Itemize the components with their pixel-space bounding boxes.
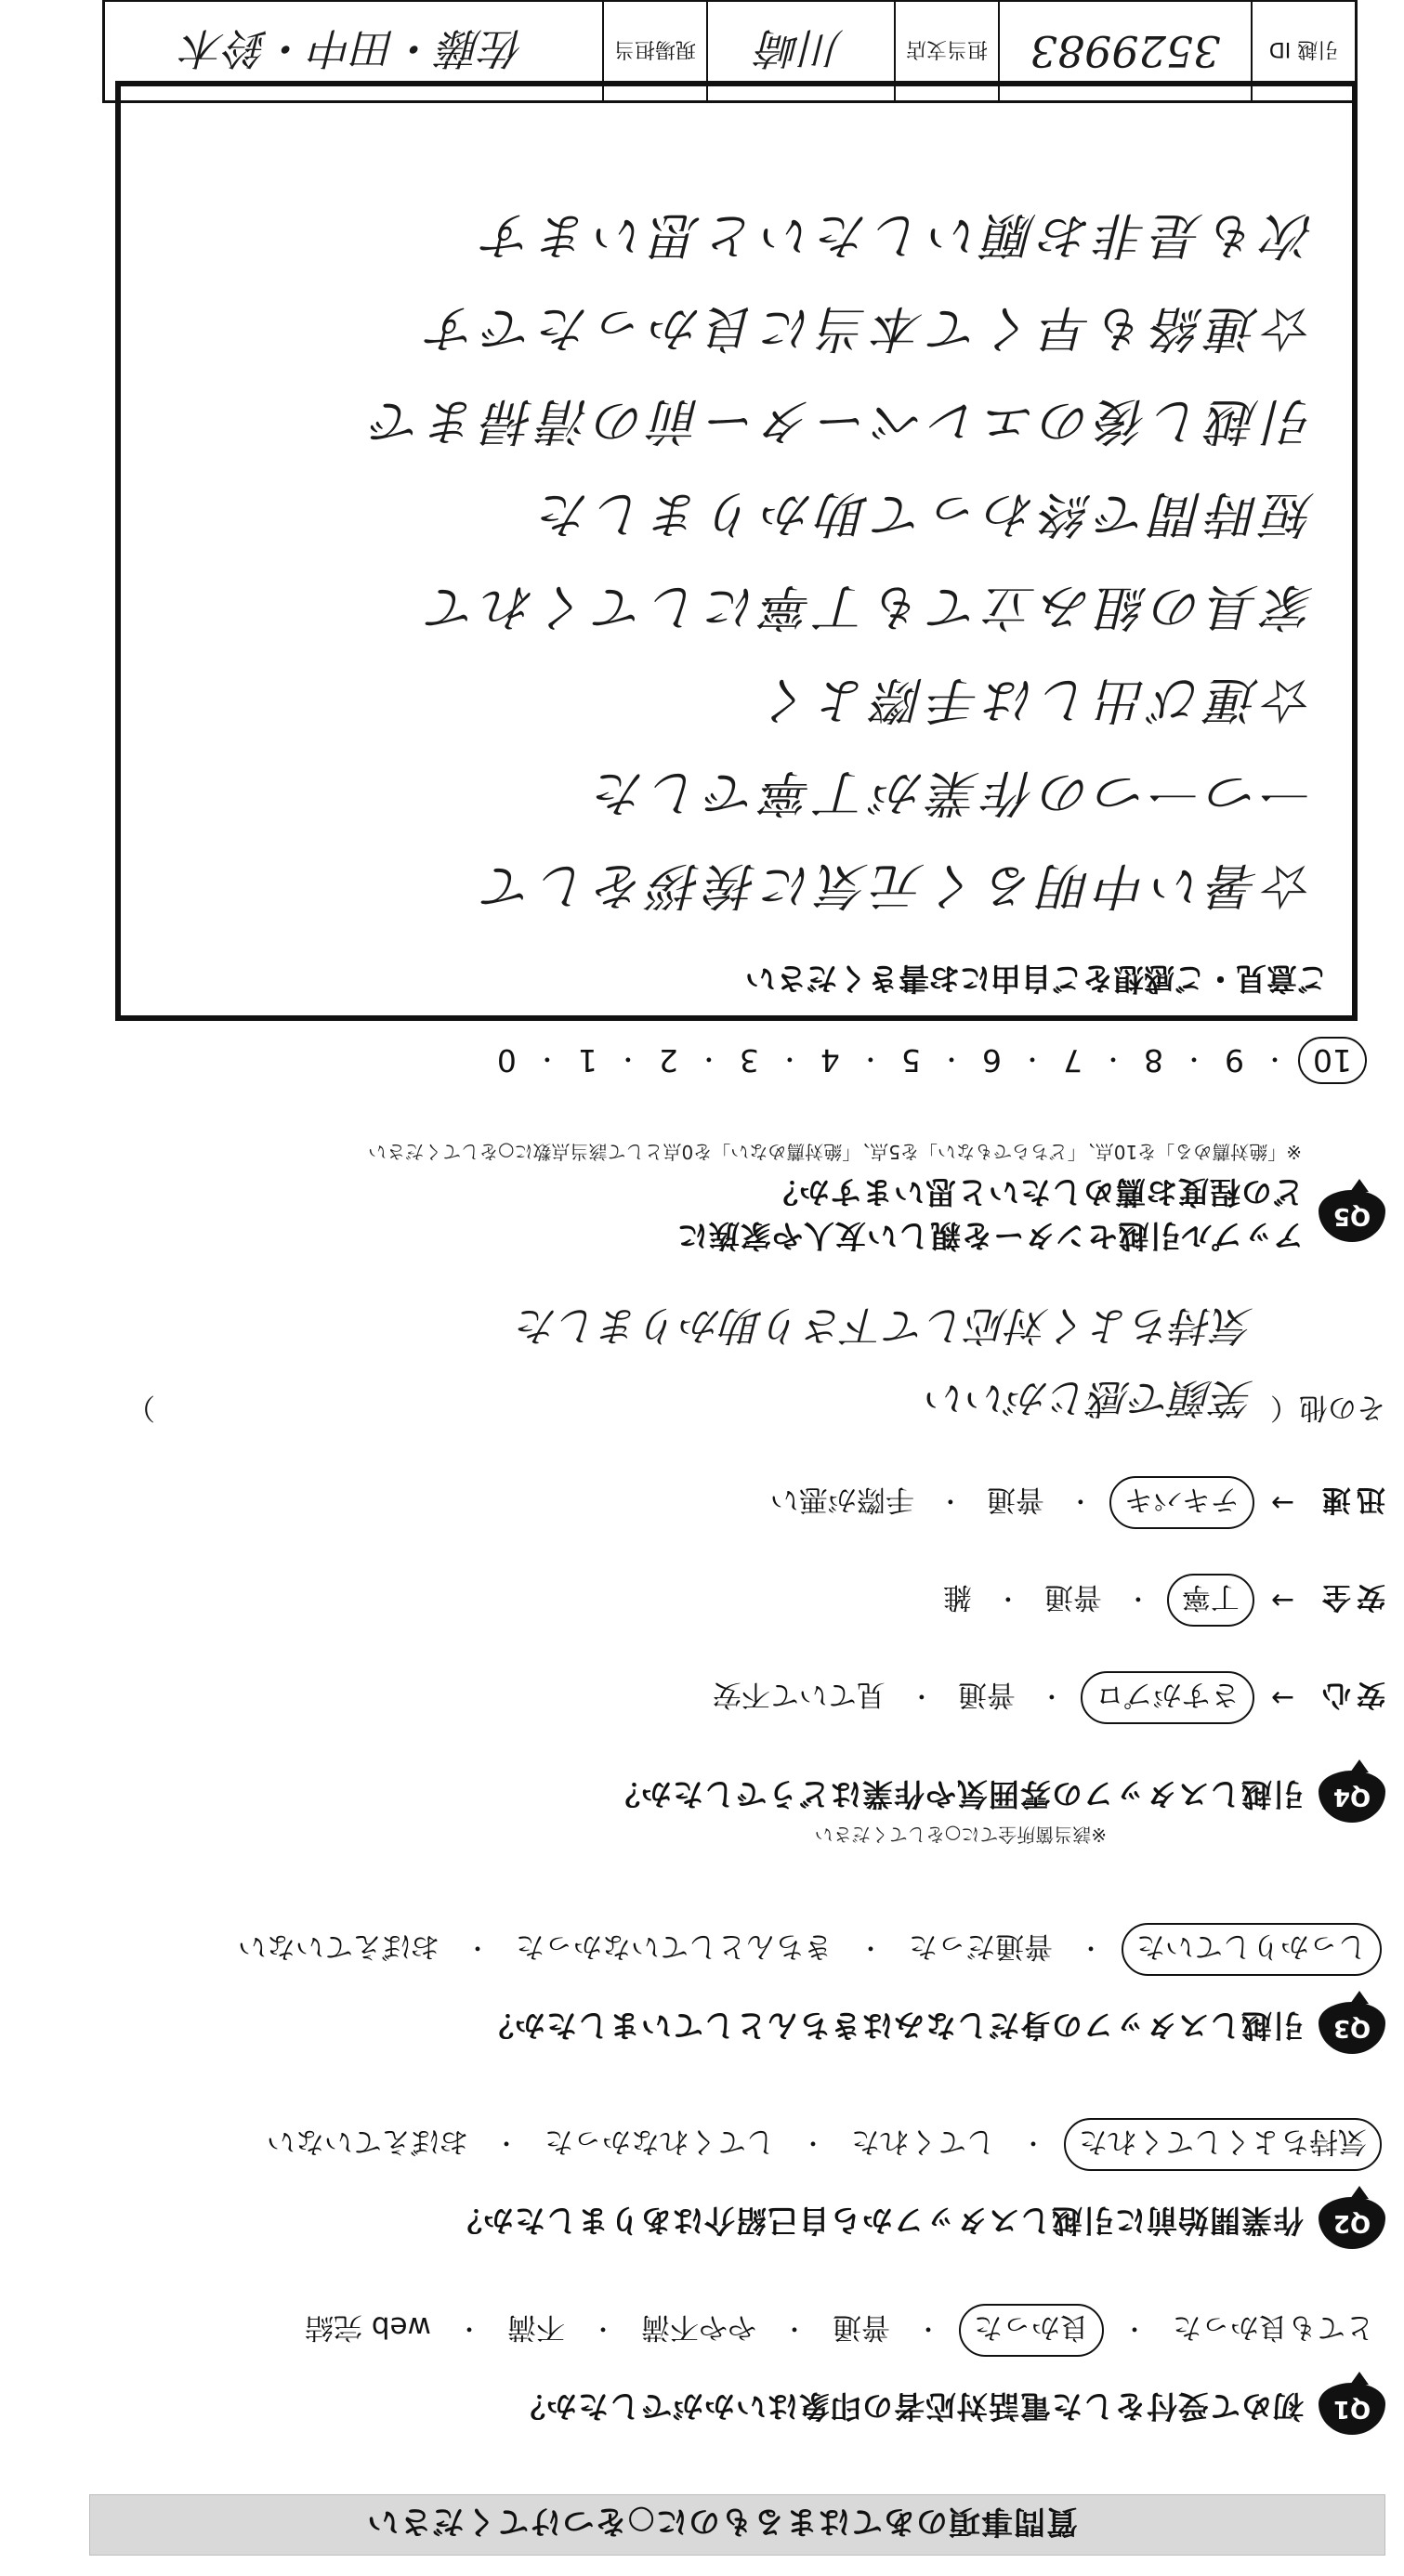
q5-score-4[interactable]: 4	[820, 1042, 840, 1079]
q4-anshin-option-2[interactable]: 普通	[957, 1678, 1016, 1711]
q4-anzen-option-2[interactable]: 普通	[1043, 1580, 1102, 1614]
q4-anshin-option-3[interactable]: 見ていて不安	[712, 1678, 886, 1711]
q2-option-1-selected[interactable]: 気持ちよくしてくれた	[1064, 2118, 1382, 2171]
comment-line: ☆運び出しは手際よく	[757, 671, 1315, 729]
q5-score-3[interactable]: 3	[739, 1042, 759, 1079]
question-1	[89, 2304, 1385, 2435]
question-2	[89, 2118, 1385, 2249]
leader-label: 現場担当	[602, 2, 706, 100]
id-label: 引越 ID	[1251, 2, 1355, 100]
comment-line: 一つ一つの作業が丁寧でした	[590, 764, 1315, 822]
instruction-banner: 質問事項のあてはまるものに○をつけてください	[89, 2494, 1385, 2556]
comment-handwritten	[149, 189, 1315, 932]
q4-jinsoku-option-3[interactable]: 手際が悪い	[769, 1483, 914, 1516]
q1-option-5[interactable]: 不満	[506, 2310, 565, 2344]
q4-jinsoku-option-1-selected[interactable]: テキパキ	[1109, 1476, 1254, 1529]
q2-option-4[interactable]: おぼえていない	[266, 2125, 468, 2158]
q4-row-jinsoku: 迅速 → テキパキ ・ 普通 ・ 手際が悪い	[89, 1476, 1385, 1529]
q4-anshin-option-1-selected[interactable]: さすがプロ	[1081, 1671, 1254, 1724]
q3-option-3[interactable]: きちんとしていなかった	[515, 1929, 833, 1963]
q5-scale: 10 ・ 9 ・ 8 ・ 7 ・ 6 ・ 5 ・ 4 ・ 3 ・ 2 ・ 1 ・ 0	[89, 1037, 1367, 1084]
q1-badge: Q1	[1319, 2383, 1385, 2435]
q5-note: ※「絶対薦める」を10点、「どちらでもない」を5点、「絶対薦めない」を0点として該当点数に○をしてください	[368, 1141, 1302, 1163]
survey-form	[89, 23, 1385, 2556]
arrow-icon: →	[1270, 1584, 1294, 1616]
question-4	[89, 1255, 1385, 1850]
comment-line: ☆暑い中明るく元気に挨拶をして	[479, 856, 1315, 915]
q4-other-label: その他（	[1270, 1391, 1385, 1424]
q5-score-6[interactable]: 6	[981, 1042, 1002, 1079]
q4-other-handwritten-1: 笑顔で感じがいい	[926, 1374, 1253, 1421]
q4-anzen-option-3[interactable]: 雑	[942, 1580, 972, 1614]
q4-note: ※該当箇所全てに○をしてください	[814, 1824, 1107, 1846]
q4-row-anshin: 安心 → さすがプロ ・ 普通 ・ 見ていて不安	[89, 1671, 1385, 1724]
q1-options: とても良かった ・ 良かった ・ 普通 ・ やや不満 ・ 不満 ・ web 完結	[89, 2304, 1382, 2357]
q3-option-4[interactable]: おぼえていない	[237, 1929, 440, 1963]
q3-badge: Q3	[1319, 2002, 1385, 2054]
q1-option-1[interactable]: とても良かった	[1173, 2310, 1374, 2344]
q3-text: 引越しスタッフの身だしなみはきちんとしていましたか？	[482, 2007, 1304, 2045]
comment-line: ☆連絡も早くて本当に良かったです	[423, 299, 1315, 358]
q4-row-label: 安心	[1317, 1678, 1385, 1711]
q3-option-1-selected[interactable]: しっかりしていた	[1122, 1923, 1382, 1976]
q2-option-3[interactable]: してくれなかった	[544, 2125, 775, 2158]
q4-jinsoku-option-2[interactable]: 普通	[986, 1483, 1044, 1516]
comment-title: ご意見・ご感想をご自由にお書きください	[745, 961, 1328, 997]
q4-other-close: ）	[126, 1391, 155, 1424]
q1-text: 初めて受付をした電話対応者の印象はいかがでしたか？	[514, 2388, 1304, 2426]
q2-options: 気持ちよくしてくれた ・ してくれた ・ してくれなかった ・ おぼえていない	[89, 2118, 1382, 2171]
q5-score-0[interactable]: 0	[496, 1042, 517, 1079]
q4-other-handwritten-2: 気持ちよく対応して下さり助かりました	[518, 1301, 1253, 1349]
q5-score-8[interactable]: 8	[1143, 1042, 1163, 1079]
branch-label: 担当支店	[894, 2, 998, 100]
q1-option-4[interactable]: やや不満	[640, 2310, 756, 2344]
footer-table	[102, 0, 1358, 103]
q4-row-label: 迅速	[1317, 1483, 1385, 1516]
arrow-icon: →	[1270, 1681, 1294, 1714]
q4-badge: Q4	[1319, 1771, 1385, 1823]
q5-score-2[interactable]: 2	[658, 1042, 678, 1079]
q3-options: しっかりしていた ・ 普通だった ・ きちんとしていなかった ・ おぼえていない	[89, 1923, 1382, 1976]
arrow-icon: →	[1270, 1486, 1294, 1519]
q5-score-10-selected[interactable]: 10	[1298, 1037, 1367, 1084]
q2-badge: Q2	[1319, 2197, 1385, 2249]
question-3	[89, 1923, 1385, 2054]
q5-score-7[interactable]: 7	[1062, 1042, 1083, 1079]
q5-score-9[interactable]: 9	[1224, 1042, 1244, 1079]
q2-option-2[interactable]: してくれた	[850, 2125, 995, 2158]
q4-other	[89, 1300, 1385, 1432]
q1-option-3[interactable]: 普通	[832, 2310, 890, 2344]
q4-text: 引越しスタッフの雰囲気や作業はどうでしたか？	[609, 1776, 1304, 1813]
branch-value: 川崎	[706, 2, 894, 100]
q3-option-2[interactable]: 普通だった	[908, 1929, 1053, 1963]
q5-score-1[interactable]: 1	[577, 1042, 597, 1079]
id-value: 3529983	[998, 2, 1251, 100]
comment-line: 短時間で終わって助かりました	[534, 485, 1315, 543]
q5-text-line-1: アップル引越センターを親しい友人や家族に	[676, 1218, 1304, 1254]
q4-rows	[89, 1300, 1385, 1724]
q5-score-5[interactable]: 5	[900, 1042, 921, 1079]
q4-row-anzen: 安全 → 丁寧 ・ 普通 ・ 雑	[89, 1574, 1385, 1627]
q4-anzen-option-1-selected[interactable]: 丁寧	[1167, 1574, 1254, 1627]
comment-line: 引越し後のエレベーター前の清掃まで	[367, 392, 1315, 451]
q4-other-field[interactable]	[518, 1300, 1253, 1432]
comment-line: 次も是非お願いしたいと思います	[479, 206, 1315, 265]
q5-text-line-2: どの程度お薦めしたいと思いますか？	[767, 1174, 1304, 1210]
leader-value: 佐藤・田中・鈴木	[182, 23, 525, 73]
comment-line: 家具の組み立ても丁寧にしてくれて	[423, 578, 1315, 636]
comment-box[interactable]	[115, 81, 1358, 1021]
q4-row-label: 安全	[1317, 1580, 1385, 1614]
question-5	[89, 1037, 1385, 1260]
q2-text: 作業開始前に引越しスタッフから自己紹介はありましたか？	[451, 2203, 1304, 2240]
q5-badge: Q5	[1319, 1190, 1385, 1242]
q1-option-6[interactable]: web 完結	[304, 2310, 431, 2344]
q1-option-2-selected[interactable]: 良かった	[959, 2304, 1104, 2357]
